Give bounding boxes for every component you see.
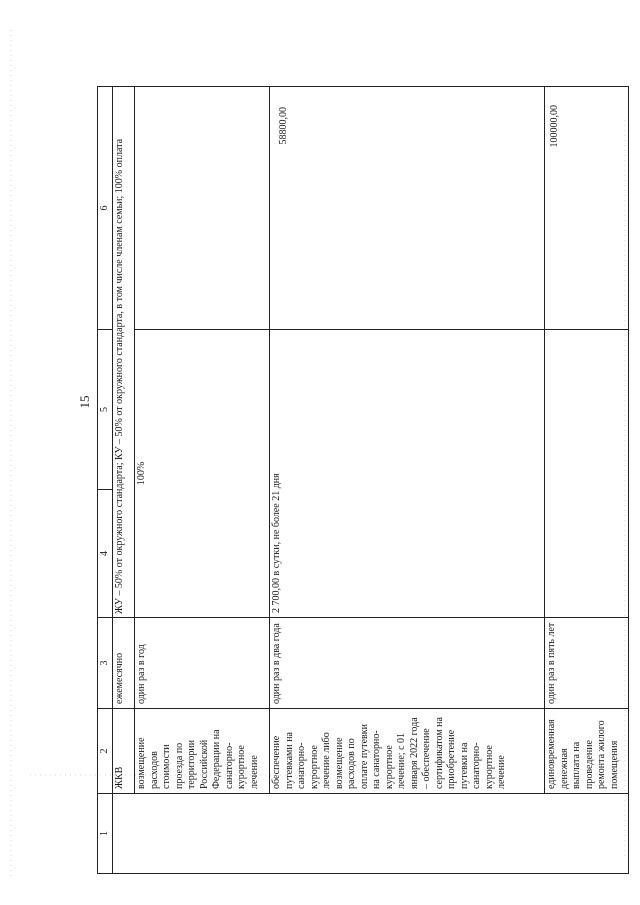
table-row [270, 87, 545, 874]
frequency-cell: один раз в пять лет [545, 618, 629, 709]
amount-cell [545, 330, 629, 618]
table-frame [97, 87, 620, 874]
table-row [545, 87, 629, 874]
header-cell: 1 [98, 794, 113, 874]
header-cell: 3 [98, 618, 113, 709]
frequency-cell: один раз в два года [270, 618, 545, 709]
limit-cell [135, 87, 270, 330]
frequency-cell: один раз в год [135, 618, 270, 709]
table-row [135, 87, 270, 874]
header-cell: 5 [98, 330, 113, 490]
amount-cell: 2 700,00 в сутки, не более 21 дня [270, 330, 545, 618]
benefit-name-cell: возмещение расходов стоимости проезда по территории Российской Федерации на санаторно-курортное лечение [135, 709, 270, 794]
table-row [113, 87, 135, 874]
page-number: 15 [77, 395, 92, 409]
amount-cell: 100% [135, 330, 270, 618]
header-cell: 4 [98, 490, 113, 618]
category-cell [113, 794, 629, 874]
benefit-name-cell: ЖКВ [113, 709, 135, 794]
limit-cell: 100000,00 [545, 87, 629, 330]
benefits-table [97, 86, 629, 874]
header-cell: 2 [98, 709, 113, 794]
benefit-name-cell: единовременная денежная выплата на проведение ремонта жилого помещения [545, 709, 629, 794]
benefit-name-cell: обеспечение путевками на санаторно-курортное лечение либо возмещение расходов по оплате путевки на санаторно-курортное лечение; с 01 января 2022 года – обеспечение сертификатом на приобретение путевки на санаторно-курортное лечение [270, 709, 545, 794]
limit-cell: 58800,00 [270, 87, 545, 330]
frequency-cell: ежемесячно [113, 618, 135, 709]
amount-cell: ЖУ – 50% от окружного стандарта; КУ – 50% от окружного стандарта, в том числе членам семьи; 100% оплата [113, 87, 135, 618]
table-header-row [98, 87, 113, 874]
header-cell: 6 [98, 87, 113, 330]
